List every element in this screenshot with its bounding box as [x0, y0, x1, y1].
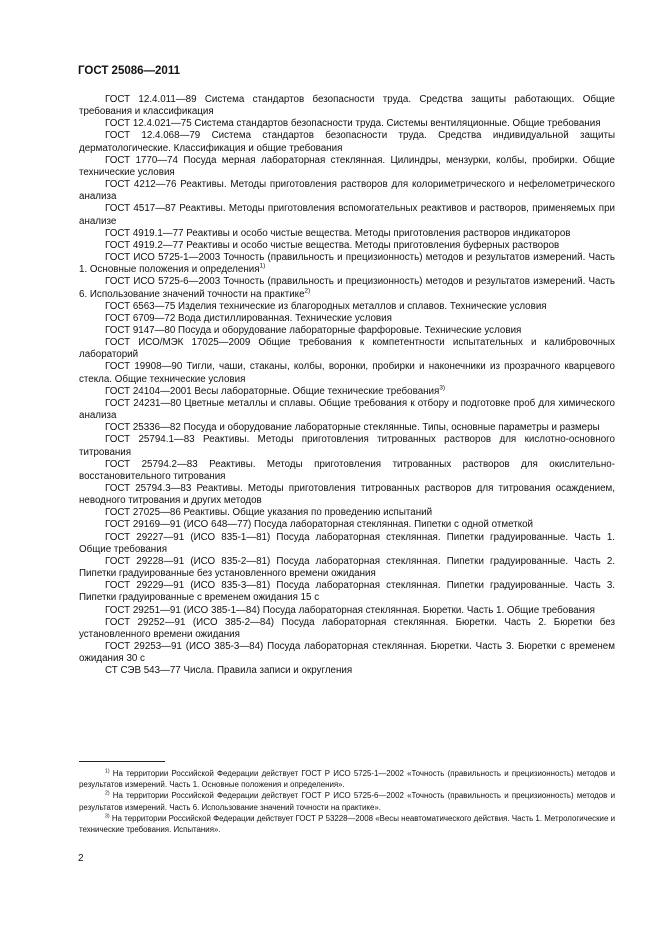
footnote-item	[79, 768, 615, 790]
reference-item	[79, 519, 615, 531]
reference-item	[79, 434, 615, 458]
reference-item	[79, 337, 615, 361]
reference-text: ГОСТ 24231—80 Цветные металлы и сплавы. Общие требования к отбору и подготовке проб для химического анализа	[79, 397, 615, 422]
reference-text: ГОСТ 24104—2001 Весы лабораторные. Общие технические требования	[105, 385, 440, 397]
reference-item	[79, 130, 615, 154]
reference-text: ГОСТ ИСО/МЭК 17025—2009 Общие требования к компетентности испытательных и калибровочных лабораторий	[79, 337, 615, 361]
reference-text: ГОСТ 29229—91 (ИСО 835-3—81) Посуда лабораторная стеклянная. Пипетки градуированные. Часть 3. Пипетки градуированные с временем ожидания 15 с	[79, 580, 615, 604]
footnote-mark: 3)	[439, 384, 445, 392]
reference-item	[79, 361, 615, 385]
footnote-mark: 1)	[259, 262, 266, 270]
reference-text: ГОСТ 1770—74 Посуда мерная лабораторная стеклянная. Цилиндры, мензурки, колбы, пробирки. Общие технические условия	[79, 154, 615, 178]
reference-item	[79, 94, 615, 118]
reference-text: ГОСТ 25794.1—83 Реактивы. Методы приготовления титрованных растворов для кислотно-основного титрования	[79, 434, 615, 458]
reference-text: ГОСТ 29228—91 (ИСО 835-2—81) Посуда лабораторная стеклянная. Пипетки градуированные. Часть 2. Пипетки градуированные без установленного времени ожидания	[79, 555, 615, 580]
reference-text: ГОСТ 6563—75 Изделия технические из благородных металлов и сплавов. Технические условия	[105, 300, 547, 312]
reference-text: ГОСТ 9147—80 Посуда и оборудование лабораторные фарфоровые. Технические условия	[105, 324, 522, 336]
reference-text: ГОСТ ИСО 5725-6—2003 Точность (правильность и прецизионность) методов и результатов измерений. Часть 6. Использование значений точности на практике	[79, 276, 615, 300]
reference-text: ГОСТ 12.4.068—79 Система стандартов безопасности труда. Средства индивидуальной защиты дерматологические. Классификация и общие требования	[79, 130, 615, 154]
footnote-number: 3)	[105, 813, 110, 820]
footnote-number: 2)	[105, 790, 110, 797]
reference-text: ГОСТ 4919.1—77 Реактивы и особо чистые вещества. Методы приготовления растворов индикаторов	[105, 227, 571, 239]
reference-item	[79, 641, 615, 665]
reference-item	[79, 665, 615, 677]
reference-item	[79, 386, 615, 398]
reference-text: ГОСТ 12.4.021—75 Система стандартов безопасности труда. Системы вентиляционные. Общие требования	[105, 118, 601, 130]
footnote-separator	[79, 761, 165, 762]
reference-item	[79, 203, 615, 227]
footnote-item	[79, 813, 615, 835]
reference-text: ГОСТ 27025—86 Реактивы. Общие указания по проведению испытаний	[105, 507, 433, 519]
reference-item	[79, 459, 615, 483]
reference-item	[79, 118, 615, 130]
reference-item	[79, 325, 615, 337]
reference-text: ГОСТ 25794.2—83 Реактивы. Методы приготовления титрованных растворов для окислительно-восстановительного титрования	[79, 458, 615, 482]
reference-item	[79, 556, 615, 580]
reference-item	[79, 252, 615, 276]
reference-item	[79, 276, 615, 300]
reference-item	[79, 483, 615, 507]
reference-item	[79, 507, 615, 519]
normative-references-list	[79, 94, 615, 678]
reference-text: ГОСТ 12.4.011—89 Система стандартов безопасности труда. Средства защиты работающих. Общие требования и классификация	[79, 94, 615, 118]
reference-text: ГОСТ 4517—87 Реактивы. Методы приготовления вспомогательных реактивов и растворов, применяемых при анализе	[79, 203, 615, 227]
document-header: ГОСТ 25086—2011	[78, 65, 180, 77]
reference-item	[79, 313, 615, 325]
footnote-text: На территории Российской Федерации действует ГОСТ Р ИСО 5725-1—2002 «Точность (правильность и прецизионность) методов и результатов измерений. Часть 1. Основные положения и определения».	[79, 769, 615, 790]
reference-text: ГОСТ 29251—91 (ИСО 385-1—84) Посуда лабораторная стеклянная. Бюретки. Часть 1. Общие требования	[105, 604, 595, 616]
reference-text: ГОСТ 4212—76 Реактивы. Методы приготовления растворов для колориметрического и нефелометрического анализа	[79, 179, 615, 203]
footnote-item	[79, 790, 615, 812]
reference-text: ГОСТ 29169—91 (ИСО 648—77) Посуда лабораторная стеклянная. Пипетки с одной отметкой	[105, 519, 534, 531]
footnote-mark: 2)	[304, 287, 311, 295]
reference-text: ГОСТ 25336—82 Посуда и оборудование лабораторные стеклянные. Типы, основные параметры и размеры	[105, 422, 600, 434]
page-number: 2	[78, 853, 84, 864]
reference-item	[79, 228, 615, 240]
reference-text: ГОСТ ИСО 5725-1—2003 Точность (правильность и прецизионность) методов и результатов измерений. Часть 1. Основные положения и определения	[79, 252, 615, 276]
reference-item	[79, 580, 615, 604]
reference-item	[79, 179, 615, 203]
reference-text: ГОСТ 29252—91 (ИСО 385-2—84) Посуда лабораторная стеклянная. Бюретки. Часть 2. Бюретки без установленного времени ожидания	[79, 616, 615, 640]
reference-item	[79, 422, 615, 434]
reference-item	[79, 605, 615, 617]
reference-text: ГОСТ 4919.2—77 Реактивы и особо чистые вещества. Методы приготовления буферных растворов	[105, 239, 560, 251]
reference-text: ГОСТ 6709—72 Вода дистиллированная. Технические условия	[105, 312, 392, 324]
reference-text: ГОСТ 19908—90 Тигли, чаши, стаканы, колбы, воронки, пробирки и наконечники из прозрачного кварцевого стекла. Общие технические условия	[79, 361, 615, 385]
reference-item	[79, 240, 615, 252]
reference-item	[79, 301, 615, 313]
reference-text: СТ СЭВ 543—77 Числа. Правила записи и округления	[105, 665, 353, 677]
reference-text: ГОСТ 29227—91 (ИСО 835-1—81) Посуда лабораторная стеклянная. Пипетки градуированные. Часть 1. Общие требования	[79, 531, 615, 555]
reference-item	[79, 532, 615, 556]
reference-item	[79, 617, 615, 641]
footnote-text: На территории Российской Федерации действует ГОСТ Р 53228—2008 «Весы неавтоматического действия. Часть 1. Метрологические и технические требования. Испытания».	[79, 813, 615, 835]
reference-item	[79, 398, 615, 422]
reference-text: ГОСТ 25794.3—83 Реактивы. Методы приготовления титрованных растворов для титрования осаждением, неводного титрования и других методов	[79, 483, 615, 507]
reference-text: ГОСТ 29253—91 (ИСО 385-3—84) Посуда лабораторная стеклянная. Бюретки. Часть 3. Бюретки с временем ожидания 30 с	[79, 641, 615, 665]
footnote-number: 1)	[105, 768, 110, 775]
footnotes	[79, 768, 615, 835]
reference-item	[79, 155, 615, 179]
footnote-text: На территории Российской Федерации действует ГОСТ Р ИСО 5725-6—2002 «Точность (правильность и прецизионность) методов и результатов измерений. Часть 6. Использование значений точности на практике».	[79, 791, 615, 812]
